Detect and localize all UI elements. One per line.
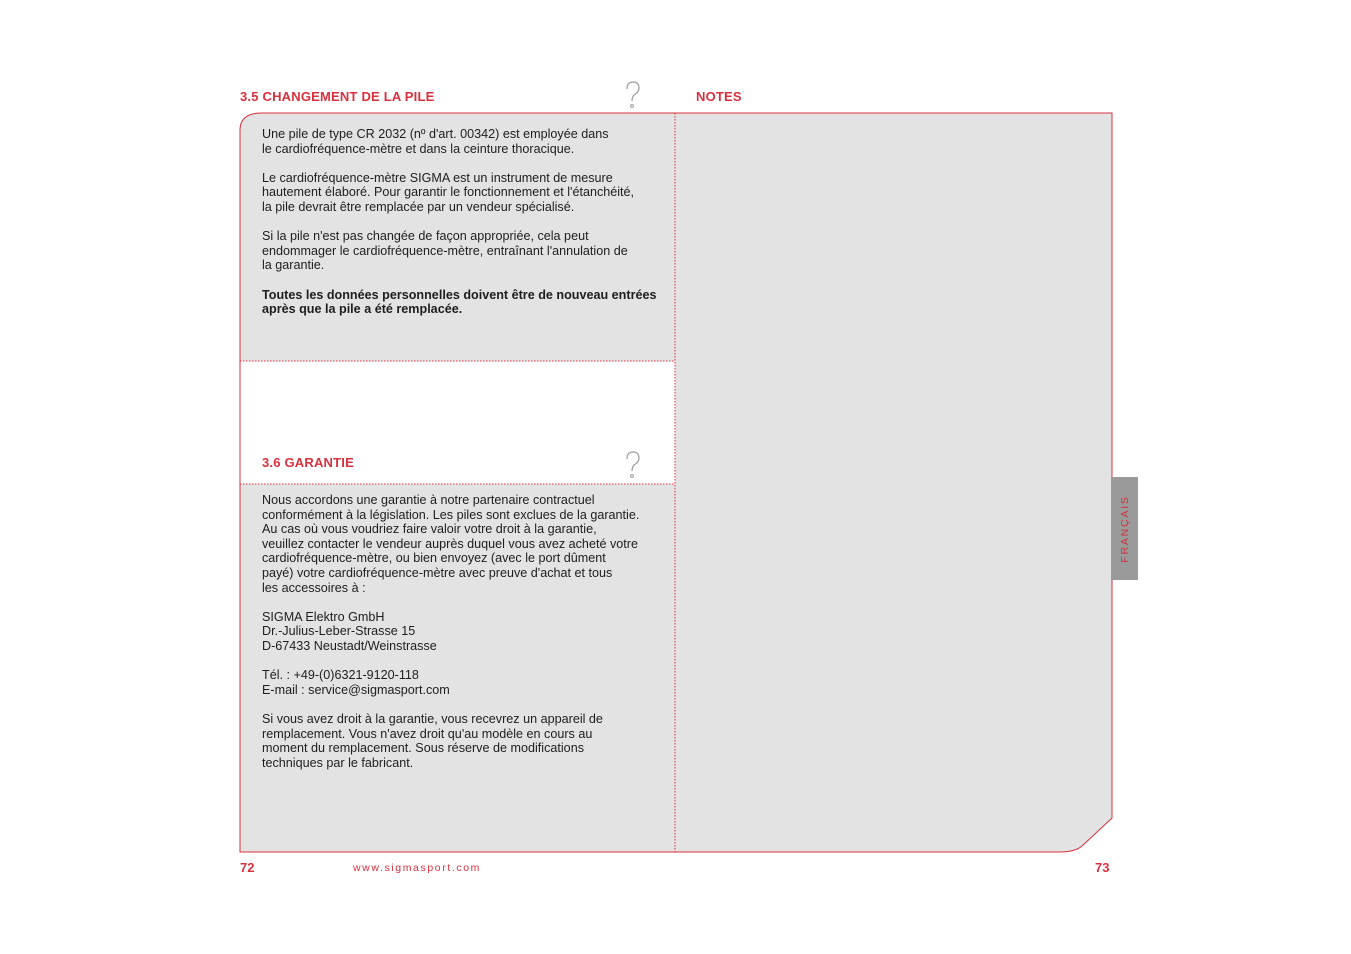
battery-paragraph-3: Si la pile n'est pas changée de façon appropriée, cela peut endommager le cardiofréquence-mètre, entraînant l'annulation de la garantie. [262,229,628,273]
page-number-right: 73 [1095,860,1110,875]
language-tab [1111,477,1138,580]
warranty-address: SIGMA Elektro GmbH Dr.-Julius-Leber-Strasse 15 D-67433 Neustadt/Weinstrasse [262,609,437,653]
notes-panel [675,113,1112,852]
battery-paragraph-2: Le cardiofréquence-mètre SIGMA est un instrument de mesure hautement élaboré. Pour garantir le fonctionnement et l'étanchéité, la pile devrait être remplacée par un vendeur spécialisé. [262,170,635,214]
notes-title: NOTES [696,89,742,104]
section-36-body [262,493,662,785]
warranty-paragraph: Nous accordons une garantie à notre partenaire contractuel conformément à la législation. Les piles sont exclues de la garantie. Au cas où vous voudriez faire valoir votre droit à la garantie, veuillez contacter le vendeur auprès duquel vous avez acheté votre cardiofréquence-mètre, ou bien envoyez (avec le port dûment payé) votre cardiofréquence-mètre avec preuve d'achat et tous les accessoires à : [262,493,640,595]
question-mark-icon [622,450,644,480]
language-tab-label: FRANÇAIS [1118,494,1131,563]
section-35-body [262,127,662,331]
warranty-contact: Tél. : +49-(0)6321-9120-118 E-mail : service@sigmasport.com [262,668,450,697]
warranty-replacement: Si vous avez droit à la garantie, vous recevrez un appareil de remplacement. Vous n'avez droit qu'au modèle en cours au moment du remplacement. Sous réserve de modifications techniques par le fabricant. [262,711,603,770]
section-36-title: 3.6 GARANTIE [262,455,354,470]
section-35-title: 3.5 CHANGEMENT DE LA PILE [240,89,435,104]
battery-bold-note: Toutes les données personnelles doivent être de nouveau entrées après que la pile a été remplacée. [262,287,657,317]
page-number-left: 72 [240,860,255,875]
website-link[interactable]: www.sigmasport.com [353,862,481,874]
battery-paragraph-1: Une pile de type CR 2032 (nº d'art. 00342) est employée dans le cardiofréquence-mètre et dans la ceinture thoracique. [262,127,609,156]
question-mark-icon [622,80,644,110]
